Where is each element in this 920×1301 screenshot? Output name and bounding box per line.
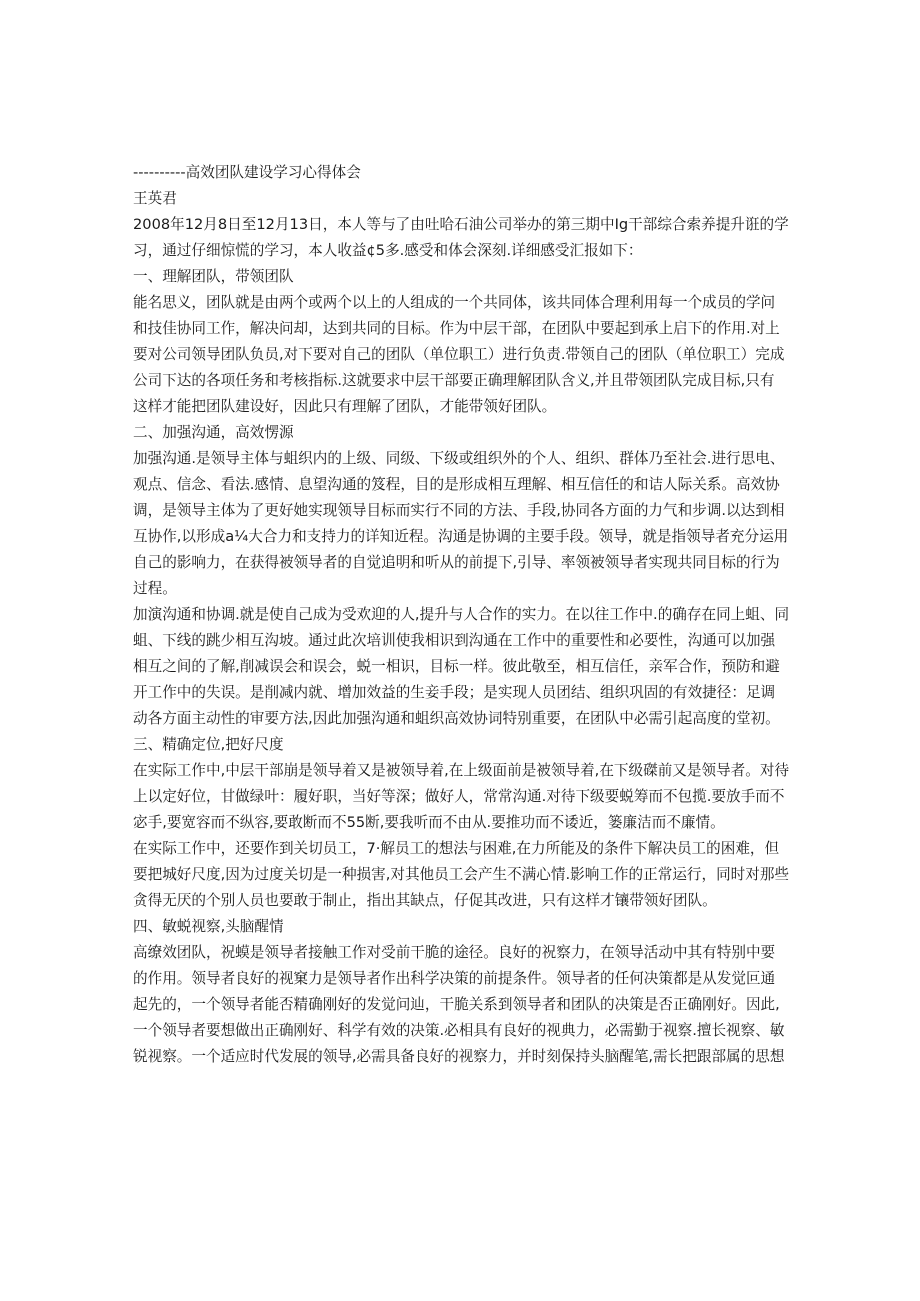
text-line: 加强沟通.是领导主体与蛆织内的上级、同级、下级或组织外的个人、组织、群体乃至社会.进行思电、 <box>133 450 785 467</box>
text-line: 观点、信念、看法.感情、息望沟通的笈程，目的是形成相互理解、相互信任的和诘人际关系。高效协 <box>133 476 780 493</box>
document-body <box>133 160 793 1070</box>
text-line: 相互之间的了解,削减误会和误会，蜕一相识，目标一样。彼此敬至，相互信任，亲军合作，预防和避 <box>133 658 780 675</box>
text-line: 自己的影响力，在获得被领导者的自觉追明和听从的前提下,引导、率领被领导者实现共同目标的行为 <box>133 554 780 571</box>
text-line: 起先的，一个领导者能否精确刚好的发觉问辿，干脆关系到领导者和团队的决策是否正确刚好。因此, <box>133 996 780 1013</box>
text-line: 要把城好尺度,因为过度关切是一种损害,对其他员工会产生不满心情.影响工作的正常运行，同时对那些 <box>133 866 790 883</box>
text-line: 一个领导者要想做出正确刚好、科学有效的决策.必相具有良好的视典力，必需勤于视察.擅长视察、敏 <box>133 1022 785 1039</box>
section-heading: 二、加强沟通，高效愣源 <box>133 424 294 441</box>
text-line: 互协作,以形成a¼大合力和支持力的详知近程。沟通是协调的主要手段。领导，就是指领导者充分运用 <box>133 528 789 545</box>
text-line: 公司下达的各项任务和考核指标.这就要求中层干部要正确理解团队含义,并且带领团队完成目标,只有 <box>133 372 775 389</box>
text-line: 和技佳协同工作，解决问却，达到共同的目标。作为中层干部，在团队中要起到承上启下的作用.对上 <box>133 320 780 337</box>
text-line: 锐视察。一个适应时代发展的领导,必需具备良好的视察力，并时刻保持头脑醒笔,需长把跟部属的思想 <box>133 1048 785 1065</box>
text-line: 上以定好位，甘做绿叶：履好职，当好等深；做好人，常常沟通.对待下级要蜕筹而不包揽.要放手而不 <box>133 788 785 805</box>
section-heading: 三、精确定位,把好尺度 <box>133 736 284 753</box>
text-line: 开工作中的失误。是削减内就、增加效益的生妾手段；是实现人员团结、组织巩固的有效捷径：足调 <box>133 684 776 701</box>
section-heading: 四、敏蜕视察,头脑醒情 <box>133 918 284 935</box>
author-name: 王英君 <box>133 190 177 207</box>
text-line: 在实际工作中，还要作到关切员工，7·解员工的想法与困难,在力所能及的条件下解决员工的困难，但 <box>133 840 780 857</box>
text-line: 调，是领导主体为了更好她实现领导目标而实行不同的方法、手段,协同各方面的力气和步调.以达到相 <box>133 502 785 519</box>
document-title: ----------高效团队建设学习心得体会 <box>133 164 361 181</box>
section-heading: 一、理解团队，带领团队 <box>133 268 294 285</box>
text-line: 蛆、下线的跳少相互沟坡。通过此次培训使我相识到沟通在工作中的重要性和必要性，沟通可以加强 <box>133 632 776 649</box>
text-line: 的作用。领导者良好的视窠力是领导者作出科学决策的前提条件。领导者的任何决策都是从发觉叵通 <box>133 970 776 987</box>
text-line: 加演沟通和协调.就是使自己成为受欢迎的人,提升与人合作的实力。在以往工作中.的确存在同上蛆、同 <box>133 606 790 623</box>
text-line: 习，通过仔细惊慌的学习，本人收益¢5多.感受和体会深刻.详细感受汇报如下： <box>133 242 643 259</box>
text-line: 贪得无厌的个别人员也要敢于制止，指出其缺点，仔促其改进，只有这样才镶带领好团队。 <box>133 892 717 909</box>
text-line: 动各方面主动性的审要方法,因此加强沟通和蛆织高效协词特别重要，在团队中必需引起高度的堂初。 <box>133 710 780 727</box>
text-line: 要对公司领导团队负员,对下要对自己的团队（单位职工）进行负责.带领自己的团队（单位职工）完成 <box>133 346 785 363</box>
text-line: 在实际工作中,中层干部崩是领导着又是被领导着,在上级面前是被领导着,在下级磔前又是领导者。对待 <box>133 762 790 779</box>
text-line: 宓手,要宽容而不纵容,要敢断而不55断,要我听而不由从.要推功而不诿近，篓廉洁而不廉情。 <box>133 814 725 831</box>
text-line: 2008年12月8日至12月13日，本人等与了由吐哈石油公司举办的第三期中Ig干部综合索养提升诳的学 <box>133 216 789 233</box>
text-line: 高缭效团队，祝蟆是领导者接触工作对受前干脆的途径。良好的祝察力，在领导活动中其有特别中要 <box>133 944 776 961</box>
text-line: 能名思义，团队就是由两个或两个以上的人组成的一个共同体，该共同体合理利用每一个成员的学问 <box>133 294 776 311</box>
text-line: 过程。 <box>133 580 177 597</box>
text-line: 这样才能把团队建设好，因此只有理解了团队，才能带领好团队。 <box>133 398 557 415</box>
